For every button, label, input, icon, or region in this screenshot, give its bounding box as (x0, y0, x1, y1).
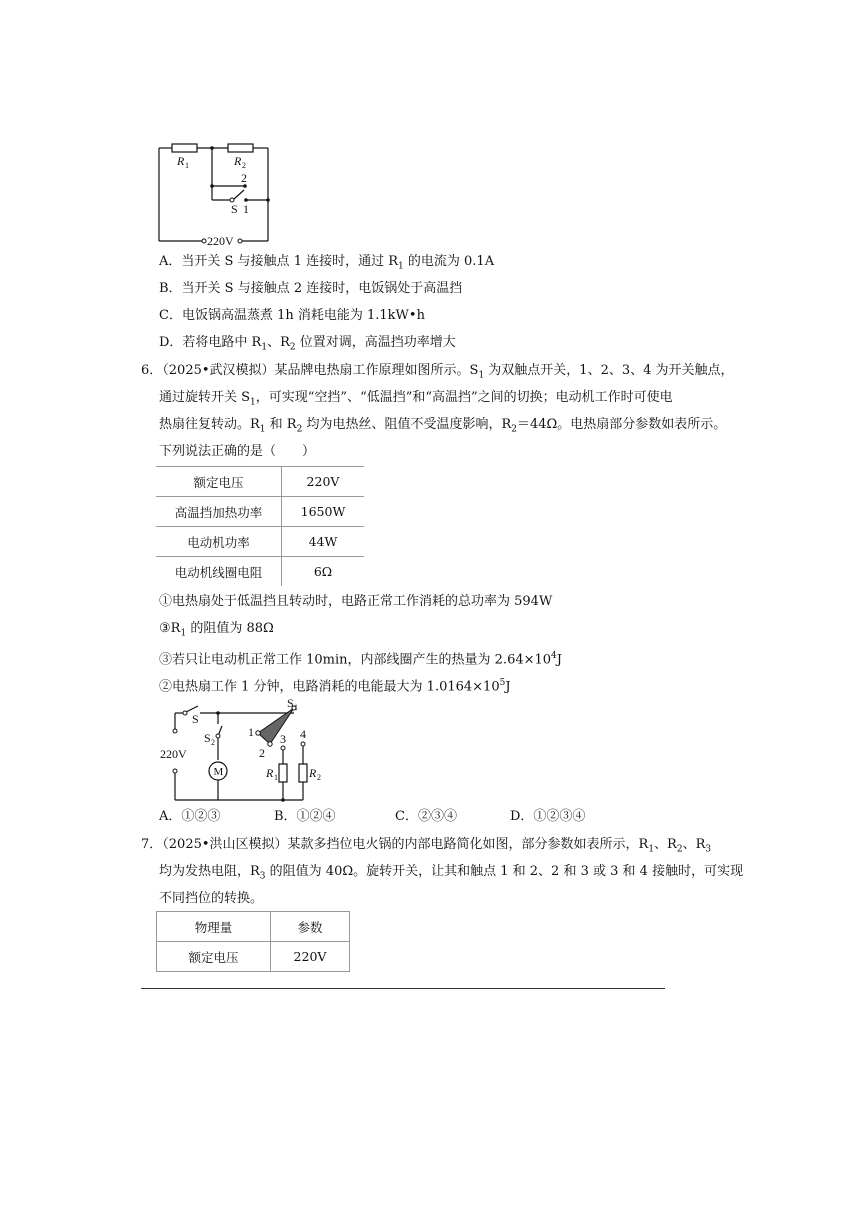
circuit-diagram-heater-fan (152, 696, 332, 806)
q6-stem-line-4: 下列说法正确的是（ ） (159, 444, 316, 459)
table-row (156, 527, 364, 557)
q6-parameter-table (156, 466, 364, 586)
q7-stem-line-3: 不同挡位的转换。 (159, 891, 264, 906)
table-cell: 参数 (271, 912, 350, 942)
r1-label: R (266, 766, 274, 780)
q6-option-c: C．②③④ (395, 809, 457, 824)
switch-s-label: S (192, 712, 199, 726)
table-cell: 44W (282, 527, 365, 557)
q7-stem-line-2: 均为发热电阻，$R_3$ 的阻值为 40Ω。旋转开关，让其和触点 1 和 2、2 和 3 或 3 和 4 接触时，可实现 (159, 864, 744, 882)
r2-label: R (309, 766, 317, 780)
q5-option-d: D．若将电路中 $R_1$、$R_2$ 位置对调，高温挡功率增大 (159, 335, 456, 353)
r2-label: R (234, 154, 242, 168)
contact-1-label: 1 (243, 202, 249, 216)
table-row (156, 467, 364, 497)
table-cell: 物理量 (157, 912, 271, 942)
q5-option-a: A．当开关 S 与接触点 1 连接时，通过 $R_1$ 的电流为 0.1A (159, 254, 495, 272)
q6-statement-1: ①电热扇处于低温挡且转动时，电路正常工作消耗的总功率为 594W (159, 594, 553, 609)
page-bottom-rule (141, 988, 665, 989)
table-row (156, 557, 364, 587)
switch-s1-label: S (287, 696, 294, 710)
switch-s2-sub: 2 (211, 738, 215, 747)
table-row (156, 497, 364, 527)
table-cell: 电动机线圈电阻 (156, 557, 282, 587)
q7-parameter-table (156, 911, 350, 972)
contact-3-label: 3 (280, 732, 286, 746)
motor-icon: M (213, 766, 224, 778)
switch-s2-label: S (204, 731, 211, 745)
r1-sub: 1 (274, 773, 278, 782)
r1-sub: 1 (185, 161, 189, 170)
q5-option-b: B．当开关 S 与接触点 2 连接时，电饭锅处于高温挡 (159, 281, 463, 296)
contact-2-label: 2 (241, 171, 247, 185)
table-cell: 电动机功率 (156, 527, 282, 557)
switch-s1-sub: 1 (294, 703, 298, 712)
table-row (157, 912, 350, 942)
supply-voltage-label: 220V (160, 747, 187, 761)
table-cell: 高温挡加热功率 (156, 497, 282, 527)
r2-sub: 2 (242, 161, 246, 170)
supply-voltage-label: 220V (207, 234, 234, 248)
contact-4-label: 4 (300, 727, 306, 741)
q6-option-d: D．①②③④ (510, 809, 586, 824)
q6-statement-2: $③R_1$ 的阻值为 88Ω (159, 621, 274, 639)
table-cell: 1650W (282, 497, 365, 527)
contact-2-label: 2 (259, 746, 265, 760)
table-cell: 220V (282, 467, 365, 497)
contact-1-label: 1 (248, 725, 254, 739)
circuit-diagram-rice-cooker (150, 138, 280, 250)
q7-stem-line-1: 7．（2025•洪山区模拟）某款多挡位电火锅的内部电路简化如图，部分参数如表所示，$R_1$、$R_2$、$R_3$ (141, 837, 712, 855)
table-row (157, 942, 350, 972)
r1-label: R (177, 154, 185, 168)
q6-option-b: B．①②④ (274, 809, 336, 824)
table-cell: 额定电压 (157, 942, 271, 972)
r2-sub: 2 (317, 773, 321, 782)
q6-option-a: A．①②③ (159, 809, 221, 824)
q6-statement-3: ③若只让电动机正常工作 10min，内部线圈产生的热量为 $2.64\times 10^4J$ (159, 651, 562, 668)
q5-option-c: C．电饭锅高温蒸煮 1h 消耗电能为 1.1kW•h (159, 308, 425, 323)
table-cell: 6Ω (313, 564, 333, 579)
q6-stem-line-1: 6．（2025•武汉模拟）某品牌电热扇工作原理如图所示。$S_1$ 为双触点开关，1、2、3、4 为开关触点， (141, 363, 734, 381)
table-cell: 220V (271, 942, 350, 972)
table-cell: 额定电压 (156, 467, 282, 497)
switch-s-label: S (231, 202, 238, 216)
q6-statement-4: ②电热扇工作 1 分钟，电路消耗的电能最大为 $1.0164\times 10^5J$ (159, 678, 511, 695)
q6-stem-line-2: 通过旋转开关 $S_1$，可实现“空挡”、“低温挡”和“高温挡”之间的切换；电动机工作时可使电 (159, 390, 673, 408)
q6-stem-line-3: 热扇往复转动。$R_1$ 和 $R_2$ 均为电热丝、阻值不受温度影响，$R_2=44\Omega$。电热扇部分参数如表所示。 (159, 417, 727, 435)
